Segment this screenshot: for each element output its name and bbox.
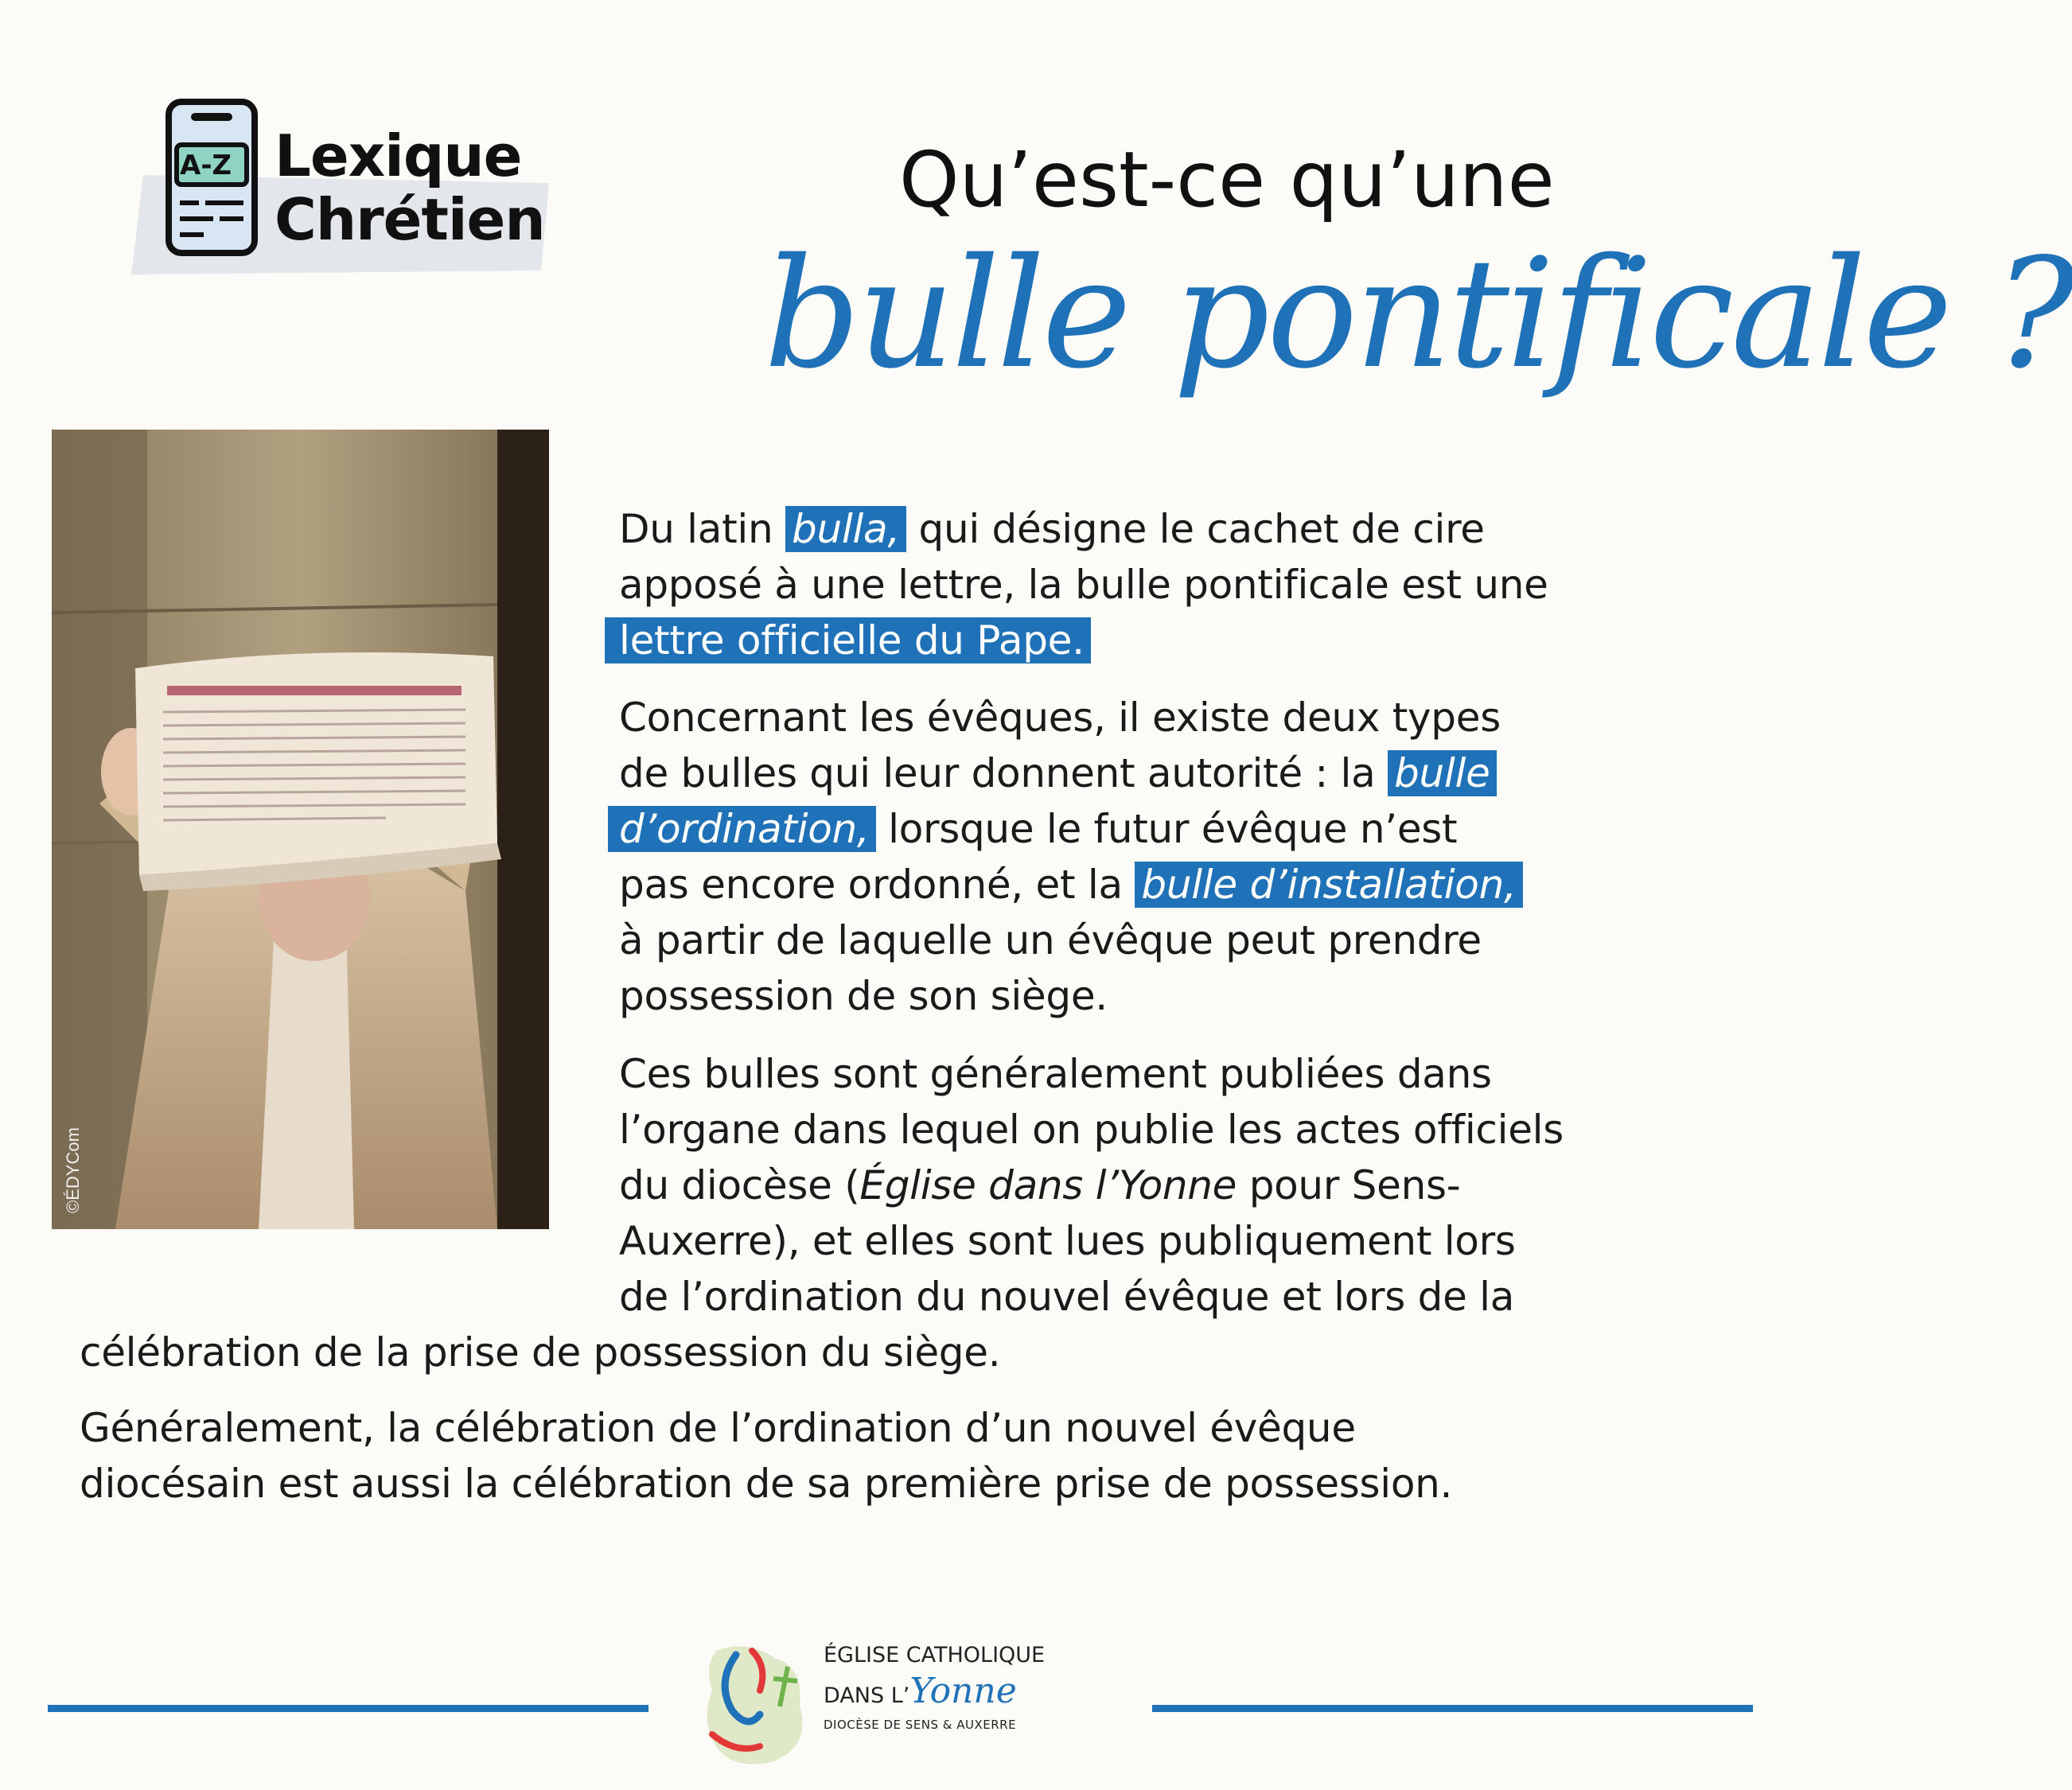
photo-illustration — [52, 430, 549, 1229]
diocese-logo-icon — [700, 1635, 820, 1770]
brand-line1: ÉGLISE CATHOLIQUE — [824, 1643, 1046, 1667]
diocese-brand — [824, 1643, 1110, 1732]
p2-line4: pas encore ordonné, et la bulle d’installation, — [619, 857, 1523, 913]
paragraph-3 — [619, 1046, 1564, 1325]
p2-line6: possession de son siège. — [619, 973, 1108, 1019]
p4-line2: diocésain est aussi la célébration de sa première prise de possession. — [80, 1461, 1453, 1507]
brand-yonne: Yonne — [909, 1671, 1017, 1711]
journal-title: Église dans l’Yonne — [859, 1162, 1237, 1208]
p3-line3: du diocèse (Église dans l’Yonne pour Sens- — [619, 1162, 1461, 1208]
p1-line3 — [605, 613, 1548, 668]
logo-badge: A-Z — [180, 150, 232, 181]
highlight-bulle: bulle — [1388, 750, 1496, 796]
logo-line2: Chrétien — [275, 186, 545, 253]
p2-line2: de bulles qui leur donnent autorité : la bulle — [619, 745, 1523, 801]
logo-line1: Lexique — [275, 123, 522, 189]
p1-line2: apposé à une lettre, la bulle pontificale est une — [619, 562, 1548, 608]
brand-line2: DANS L’Yonne — [824, 1671, 1017, 1711]
footer-line-right — [1152, 1705, 1753, 1712]
paragraph-1 — [619, 501, 1548, 668]
p3-line2: l’organe dans lequel on publie les actes officiels — [619, 1107, 1564, 1153]
p4-line1: Généralement, la célébration de l’ordination d’un nouvel évêque — [80, 1405, 1356, 1451]
lexique-chretien-logo — [127, 95, 557, 278]
highlight-installation: bulle d’installation, — [1135, 862, 1522, 908]
highlight-ordination: d’ordination, — [608, 806, 876, 852]
p1-line1: Du latin bulla, qui désigne le cachet de cire — [619, 506, 1485, 552]
photo-bishop-holding-bull — [52, 430, 549, 1229]
p3-line4: Auxerre), et elles sont lues publiquement lors — [619, 1218, 1516, 1264]
p2-line1: Concernant les évêques, il existe deux types — [619, 695, 1501, 741]
p2-line5: à partir de laquelle un évêque peut prendre — [619, 917, 1482, 963]
p3-line6: célébration de la prise de possession du siège. — [80, 1329, 1001, 1376]
footer-line-left — [48, 1705, 648, 1712]
p3-line5: de l’ordination du nouvel évêque et lors de la — [619, 1274, 1515, 1320]
photo-credit: ©ÉDYCom — [63, 1127, 83, 1213]
highlight-bulla: bulla, — [785, 506, 906, 552]
p3-line1: Ces bulles sont généralement publiées dans — [619, 1051, 1492, 1097]
brand-line3: DIOCÈSE DE SENS & AUXERRE — [824, 1718, 1017, 1732]
highlight-lettre-officielle: lettre officielle du Pape. — [605, 617, 1091, 663]
title-line2: bulle pontificale ? — [764, 226, 2072, 402]
paragraph-2 — [619, 690, 1523, 1024]
title-line1: Qu’est-ce qu’une — [899, 135, 1555, 224]
p2-line3: d’ordination, lorsque le futur évêque n’est — [608, 801, 1523, 857]
paragraph-4 — [80, 1400, 1452, 1512]
